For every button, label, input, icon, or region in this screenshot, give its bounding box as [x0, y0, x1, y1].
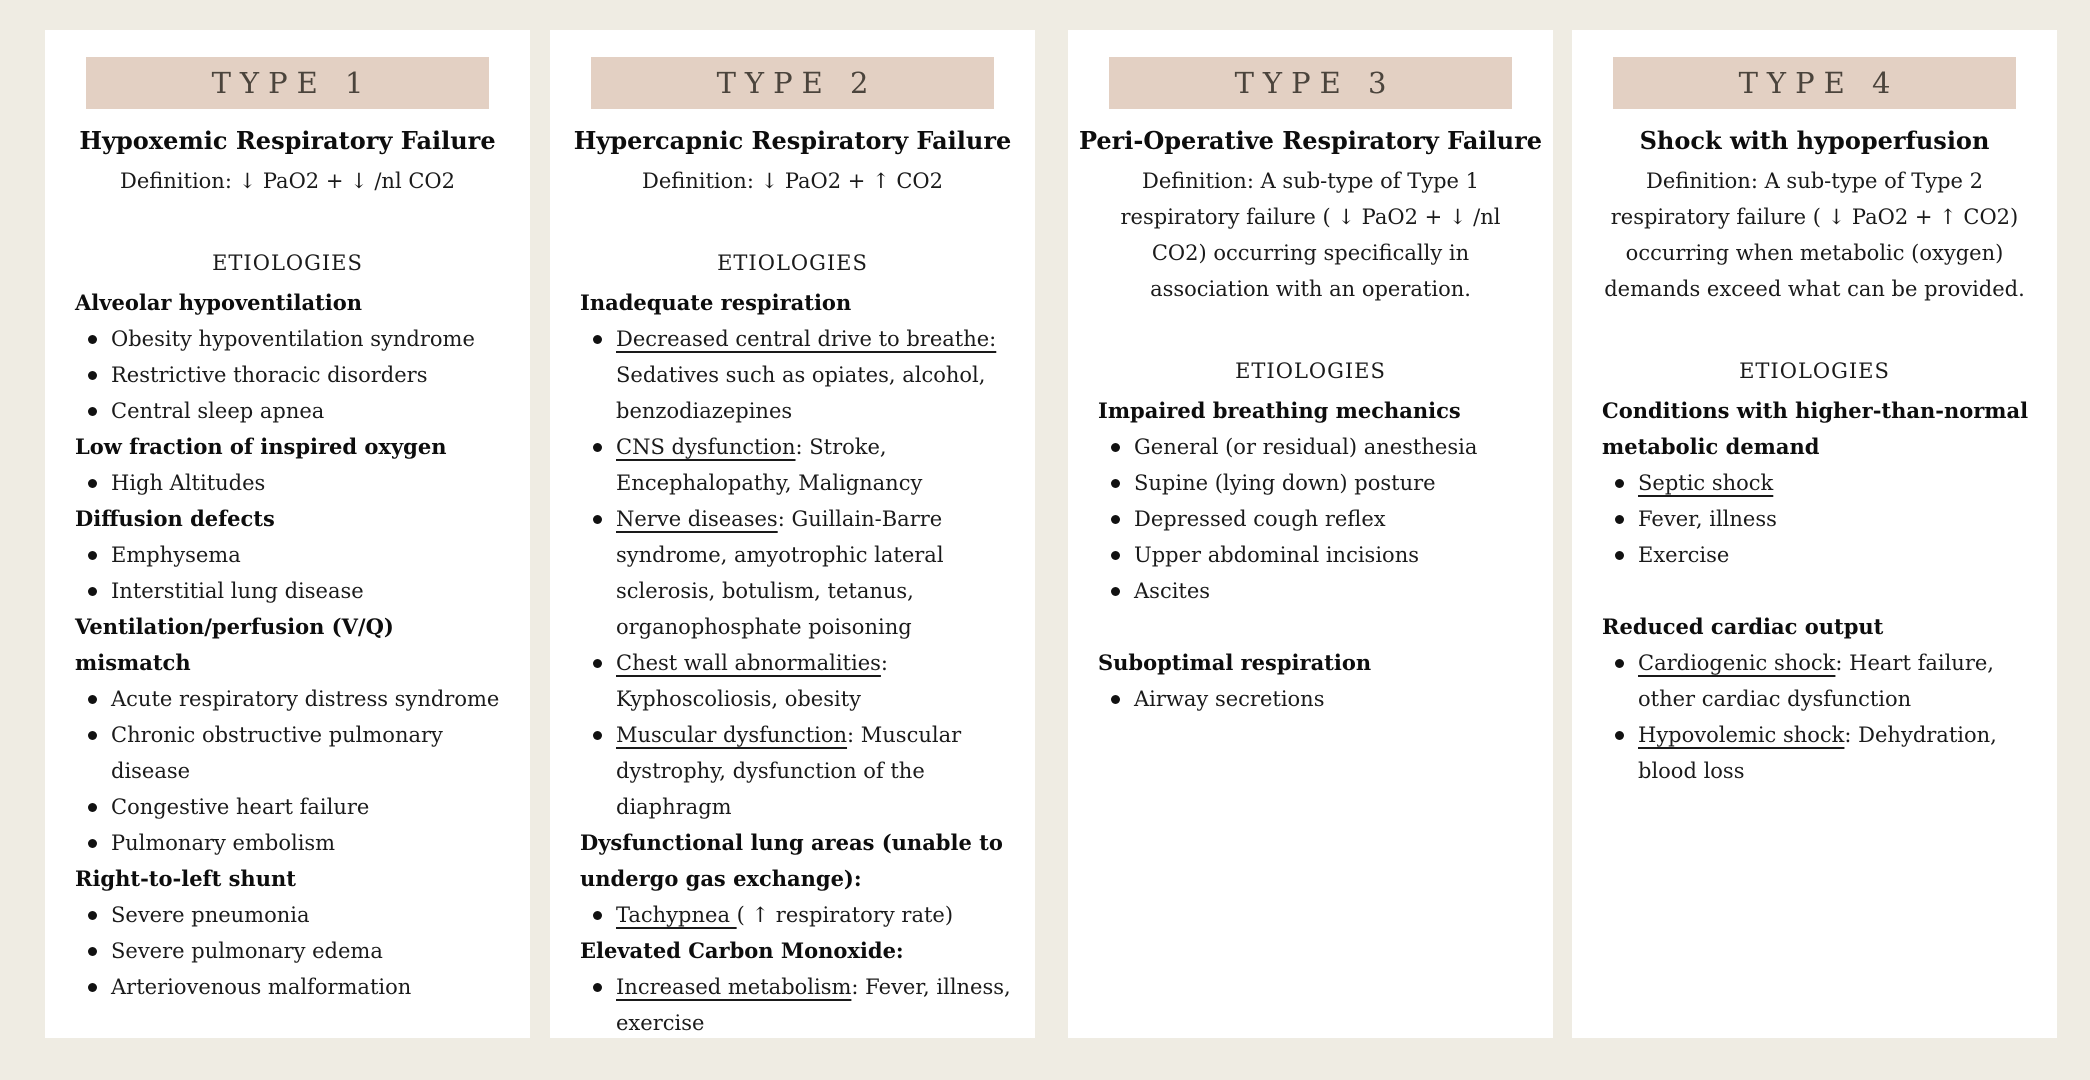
bullet-item: Pulmonary embolism [75, 825, 512, 861]
underlined-term: Septic shock [1638, 471, 1774, 495]
type-4-etiologies-label: ETIOLOGIES [1739, 359, 1890, 383]
underlined-term: Decreased central drive to breathe: [616, 327, 997, 351]
bullet-item: Interstitial lung disease [75, 573, 512, 609]
type-1-card [45, 30, 530, 1038]
underlined-term: Cardiogenic shock [1638, 651, 1836, 675]
bullet-item: Tachypnea ( ↑ respiratory rate) [580, 897, 1017, 933]
bullet-list [580, 897, 1017, 933]
bullet-item: Emphysema [75, 537, 512, 573]
type-3-etiologies-content [1098, 393, 1535, 717]
bullet-item: CNS dysfunction: Stroke, Encephalopathy, Malignancy [580, 429, 1017, 501]
underlined-term: Hypovolemic shock [1638, 723, 1845, 747]
bullet-item: Muscular dysfunction: Muscular dystrophy, dysfunction of the diaphragm [580, 717, 1017, 825]
bullet-item: Fever, illness [1602, 501, 2039, 537]
type-4-definition: Definition: A sub-type of Type 2 respiratory failure ( ↓ PaO2 + ↑ CO2) occurring when metabolic (oxygen) demands exceed what can be provided. [1604, 169, 2025, 301]
bullet-list [75, 465, 512, 501]
section-heading: Elevated Carbon Monoxide: [580, 938, 904, 963]
etiology-section [75, 285, 512, 429]
underlined-term: Nerve diseases [616, 507, 778, 531]
bullet-item: Exercise [1602, 537, 2039, 573]
etiology-section [1098, 393, 1535, 609]
type-2-title: Hypercapnic Respiratory Failure [573, 126, 1012, 155]
underlined-term: Tachypnea [616, 903, 737, 927]
type-3-title: Peri-Operative Respiratory Failure [1078, 126, 1543, 155]
type-3-header-band [1109, 57, 1512, 109]
type-4-title: Shock with hypoperfusion [1639, 126, 1990, 155]
section-heading: Diffusion defects [75, 506, 275, 531]
bullet-item: Chest wall abnormalities: Kyphoscoliosis, obesity [580, 645, 1017, 717]
bullet-list [1602, 465, 2039, 573]
etiology-section [75, 501, 512, 609]
etiology-section [75, 429, 512, 501]
bullet-list [1098, 681, 1535, 717]
bullet-item: Decreased central drive to breathe: Sedatives such as opiates, alcohol, benzodiazepines [580, 321, 1017, 429]
bullet-item: Upper abdominal incisions [1098, 537, 1535, 573]
type-1-header-band [86, 57, 489, 109]
bullet-list [580, 321, 1017, 825]
section-heading: Reduced cardiac output [1602, 614, 1884, 639]
bullet-item: Supine (lying down) posture [1098, 465, 1535, 501]
type-3-card [1068, 30, 1553, 1038]
bullet-item: Nerve diseases: Guillain-Barre syndrome, amyotrophic lateral sclerosis, botulism, tetanus, organophosphate poisoning [580, 501, 1017, 645]
bullet-list [75, 681, 512, 861]
etiology-section [580, 285, 1017, 825]
etiology-section [1602, 393, 2039, 573]
type-1-title: Hypoxemic Respiratory Failure [79, 126, 496, 155]
underlined-term: Increased metabolism [616, 975, 852, 999]
bullet-list [1098, 429, 1535, 609]
bullet-item: Acute respiratory distress syndrome [75, 681, 512, 717]
bullet-item: Increased metabolism: Fever, illness, exercise [580, 969, 1017, 1041]
type-1-etiologies-label: ETIOLOGIES [212, 251, 363, 275]
section-heading: Right-to-left shunt [75, 866, 296, 891]
bullet-item: Ascites [1098, 573, 1535, 609]
underlined-term: Muscular dysfunction [616, 723, 848, 747]
bullet-item: General (or residual) anesthesia [1098, 429, 1535, 465]
section-heading: Inadequate respiration [580, 290, 852, 315]
type-4-header-label: TYPE 4 [1738, 66, 1900, 100]
section-heading: Dysfunctional lung areas (unable to undergo gas exchange): [580, 830, 1003, 891]
type-4-card [1572, 30, 2057, 1038]
bullet-item: Hypovolemic shock: Dehydration, blood loss [1602, 717, 2039, 789]
bullet-list [580, 969, 1017, 1041]
bullet-item: Depressed cough reflex [1098, 501, 1535, 537]
type-2-card [550, 30, 1035, 1038]
bullet-item [1602, 465, 2039, 501]
type-2-etiologies-label: ETIOLOGIES [717, 251, 868, 275]
type-3-header-label: TYPE 3 [1234, 66, 1396, 100]
etiology-section [75, 861, 512, 1005]
type-2-definition: Definition: ↓ PaO2 + ↑ CO2 [641, 169, 943, 193]
etiology-section [1098, 645, 1535, 717]
section-heading: Suboptimal respiration [1098, 650, 1372, 675]
bullet-item: Central sleep apnea [75, 393, 512, 429]
underlined-term: Chest wall abnormalities [616, 651, 881, 675]
section-heading: Alveolar hypoventilation [75, 290, 363, 315]
type-4-header-band [1613, 57, 2016, 109]
underlined-term: CNS dysfunction [616, 435, 796, 459]
bullet-item: High Altitudes [75, 465, 512, 501]
type-4-etiologies-content [1602, 393, 2039, 789]
bullet-item: Severe pneumonia [75, 897, 512, 933]
etiology-section [75, 609, 512, 861]
bullet-item: Airway secretions [1098, 681, 1535, 717]
type-2-header-band [591, 57, 994, 109]
bullet-item: Severe pulmonary edema [75, 933, 512, 969]
type-1-header-label: TYPE 1 [211, 66, 373, 100]
section-heading: Low fraction of inspired oxygen [75, 434, 447, 459]
bullet-list [75, 321, 512, 429]
section-heading: Ventilation/perfusion (V/Q) mismatch [75, 614, 394, 675]
bullet-item: Obesity hypoventilation syndrome [75, 321, 512, 357]
bullet-list [75, 897, 512, 1005]
type-3-etiologies-label: ETIOLOGIES [1235, 359, 1386, 383]
bullet-item: Chronic obstructive pulmonary disease [75, 717, 512, 789]
type-2-etiologies-content [580, 285, 1017, 1041]
bullet-item: Cardiogenic shock: Heart failure, other cardiac dysfunction [1602, 645, 2039, 717]
type-1-etiologies-content [75, 285, 512, 1005]
type-3-definition: Definition: A sub-type of Type 1 respiratory failure ( ↓ PaO2 + ↓ /nl CO2) occurring specifically in association with an operation. [1120, 169, 1501, 301]
type-2-header-label: TYPE 2 [716, 66, 878, 100]
bullet-item: Restrictive thoracic disorders [75, 357, 512, 393]
bullet-item: Congestive heart failure [75, 789, 512, 825]
section-heading: Conditions with higher-than-normal metabolic demand [1602, 398, 2029, 459]
etiology-section [580, 825, 1017, 933]
bullet-item: Arteriovenous malformation [75, 969, 512, 1005]
bullet-list [1602, 645, 2039, 789]
etiology-section [580, 933, 1017, 1041]
type-1-definition: Definition: ↓ PaO2 + ↓ /nl CO2 [120, 169, 455, 193]
bullet-list [75, 537, 512, 609]
etiology-section [1602, 609, 2039, 789]
section-heading: Impaired breathing mechanics [1098, 398, 1461, 423]
